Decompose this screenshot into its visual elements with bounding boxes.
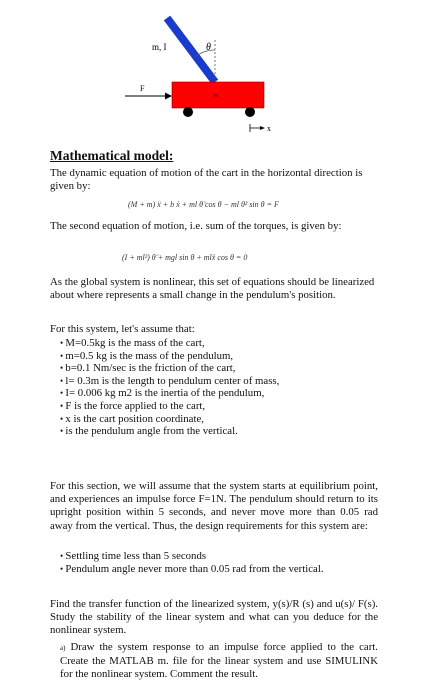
paragraph-cart-equation-intro: The dynamic equation of motion of the cart in the horizontal direction is given by: xyxy=(50,167,363,193)
list-item: • x is the cart position coordinate, xyxy=(60,413,380,426)
list-item: • is the pendulum angle from the vertical. xyxy=(60,425,380,438)
equation-torque: (I + ml²) θ̈ + mgl sin θ + mlẍ cos θ = 0 xyxy=(122,253,248,262)
cart-pendulum-figure xyxy=(110,0,310,140)
paragraph-transfer-function-task: Find the transfer function of the linearized system, y(s)/R (s) and u(s)/ F(s). Study the stability of the linear system and what can you deduce for the nonlinear system. xyxy=(50,598,378,637)
task-item-a xyxy=(60,641,378,682)
section-heading: Mathematical model: xyxy=(50,148,174,163)
cart-wheel-right xyxy=(245,107,255,117)
list-item: • Pendulum angle never more than 0.05 rad from the vertical. xyxy=(60,563,380,576)
list-item: • m=0.5 kg is the mass of the pendulum, xyxy=(60,350,380,363)
force-label: F xyxy=(140,84,145,93)
requirements-list xyxy=(60,550,380,575)
angle-label: θ xyxy=(206,42,211,53)
paragraph-linearization: As the global system is nonlinear, this set of equations should be linearized about where represents a small change in the pendulum's position. xyxy=(50,276,375,302)
paragraph-torque-intro: The second equation of motion, i.e. sum of the torques, is given by: xyxy=(50,220,342,232)
cart-wheel-left xyxy=(183,107,193,117)
paragraph-design-scenario: For this section, we will assume that the system starts at equilibrium point, and experiences an impulse force F=1N. The pendulum should return to its upright position within 5 seconds, and never move more than 0.05 rad away from the vertical. Thus, the design requirements for this system are: xyxy=(50,480,378,532)
list-item: • M=0.5kg is the mass of the cart, xyxy=(60,337,380,350)
task-item-a-text: Draw the system response to an impulse force applied to the cart. Create the MATLAB m. file for the linear system and use SIMULINK for the nonlinear system. Comment the result. xyxy=(60,641,378,681)
list-item: • Settling time less than 5 seconds xyxy=(60,550,380,563)
force-arrow-head xyxy=(165,93,172,100)
list-item: • b=0.1 Nm/sec is the friction of the cart, xyxy=(60,362,380,375)
paragraph-assumptions-intro: For this system, let's assume that: xyxy=(50,323,195,335)
equation-cart-motion: (M + m) ẍ + b ẋ + ml θ̈ cos θ − ml θ̇² sin θ = F xyxy=(128,200,279,209)
cart-label: M xyxy=(214,93,219,99)
list-item: • F is the force applied to the cart, xyxy=(60,400,380,413)
list-item: • I= 0.006 kg m2 is the inertia of the pendulum, xyxy=(60,387,380,400)
mass-label: m, I xyxy=(152,42,167,52)
task-item-a-label: a) xyxy=(60,644,66,652)
assumptions-list xyxy=(60,337,380,438)
list-item: • l= 0.3m is the length to pendulum center of mass, xyxy=(60,375,380,388)
x-axis-arrow-head xyxy=(260,126,265,130)
axis-label: x xyxy=(267,124,271,133)
